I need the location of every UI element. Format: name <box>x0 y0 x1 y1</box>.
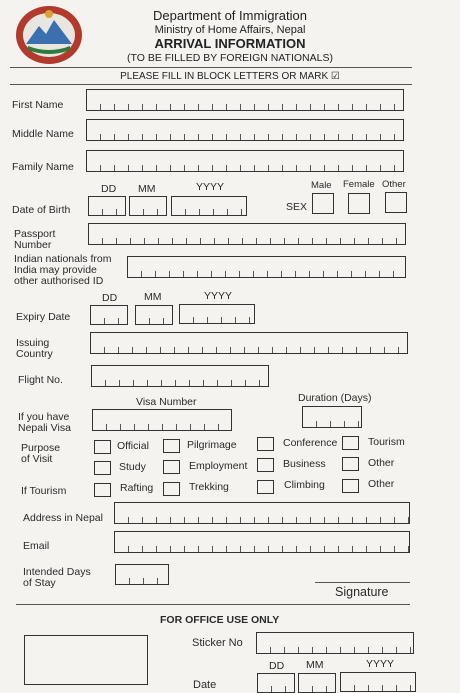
office-day-field[interactable] <box>257 673 295 693</box>
expiry-month-field[interactable] <box>135 305 173 325</box>
indian-id-label-line3: other authorised ID <box>14 275 104 287</box>
purpose-conference-checkbox[interactable] <box>257 437 274 451</box>
office-date-label: Date <box>193 679 217 691</box>
sex-male-label: Male <box>311 180 332 191</box>
expiry-date-label: Expiry Date <box>16 311 71 323</box>
issuing-country-label-line2: Country <box>16 348 53 360</box>
expiry-day-field[interactable] <box>90 305 128 325</box>
office-yyyy-label: YYYY <box>366 658 395 670</box>
indian-id-label-line1: Indian nationals from <box>14 253 112 265</box>
indian-id-label-line2: India may provide <box>14 264 97 276</box>
visa-number-field[interactable] <box>92 409 232 431</box>
signature-line <box>315 582 410 583</box>
tourism-trekking-label: Trekking <box>189 481 229 493</box>
middle-name-label: Middle Name <box>12 128 74 140</box>
purpose-tourism-label: Tourism <box>368 436 405 448</box>
date-of-birth-label: Date of Birth <box>12 204 71 216</box>
fill-instruction: PLEASE FILL IN BLOCK LETTERS OR MARK ☑ <box>120 71 340 82</box>
issuing-country-label-line1: Issuing <box>16 337 50 349</box>
purpose-employment-label: Employment <box>189 460 248 472</box>
purpose-study-label: Study <box>119 461 146 473</box>
header-rule-bottom <box>10 84 412 85</box>
passport-label-line2: Number <box>14 239 52 251</box>
expiry-year-field[interactable] <box>179 304 255 324</box>
tourism-climbing-checkbox[interactable] <box>257 480 274 494</box>
visa-number-label: Visa Number <box>136 396 197 408</box>
form-subtitle: (TO BE FILLED BY FOREIGN NATIONALS) <box>127 52 333 64</box>
visa-duration-field[interactable] <box>302 406 362 428</box>
email-field[interactable] <box>114 531 410 553</box>
family-name-field[interactable] <box>86 150 404 172</box>
first-name-label: First Name <box>12 99 64 111</box>
purpose-tourism-checkbox[interactable] <box>342 436 359 450</box>
header-rule-top <box>10 67 412 68</box>
expiry-yyyy-label: YYYY <box>204 290 233 302</box>
nepal-emblem-logo <box>14 4 84 66</box>
middle-name-field[interactable] <box>86 119 404 141</box>
expiry-mm-label: MM <box>144 291 162 303</box>
intended-days-label-line1: Intended Days <box>23 566 91 578</box>
purpose-conference-label: Conference <box>283 437 338 449</box>
sex-female-label: Female <box>343 179 375 190</box>
office-year-field[interactable] <box>340 672 416 692</box>
tourism-other-label: Other <box>368 478 395 490</box>
intended-days-label-line2: of Stay <box>23 577 56 589</box>
sex-other-label: Other <box>382 179 406 190</box>
nepali-visa-label-line1: If you have <box>18 411 70 423</box>
purpose-label-line1: Purpose <box>21 442 61 454</box>
tourism-climbing-label: Climbing <box>284 479 325 491</box>
form-title: ARRIVAL INFORMATION <box>154 36 306 51</box>
office-month-field[interactable] <box>298 673 336 693</box>
flight-no-label: Flight No. <box>18 374 63 386</box>
department-heading: Department of Immigration <box>153 8 307 23</box>
office-use-rule <box>16 604 410 605</box>
purpose-business-label: Business <box>283 458 326 470</box>
intended-days-field[interactable] <box>115 564 169 585</box>
dob-day-field[interactable] <box>88 196 126 216</box>
office-use-heading: FOR OFFICE USE ONLY <box>160 614 280 626</box>
tourism-trekking-checkbox[interactable] <box>163 482 180 496</box>
expiry-dd-label: DD <box>102 292 118 304</box>
office-dd-label: DD <box>269 660 285 672</box>
sticker-no-field[interactable] <box>256 632 414 654</box>
purpose-label-line2: of Visit <box>21 453 53 465</box>
issuing-country-field[interactable] <box>90 332 408 354</box>
purpose-official-checkbox[interactable] <box>94 440 111 454</box>
visa-duration-label: Duration (Days) <box>298 392 372 404</box>
sex-female-checkbox[interactable] <box>348 193 370 214</box>
tourism-rafting-checkbox[interactable] <box>94 483 111 497</box>
dob-year-field[interactable] <box>171 196 247 216</box>
sticker-no-label: Sticker No <box>192 637 243 649</box>
passport-label-line1: Passport <box>14 228 56 240</box>
office-mm-label: MM <box>306 659 324 671</box>
tourism-rafting-label: Rafting <box>120 482 154 494</box>
dob-month-field[interactable] <box>129 196 167 216</box>
purpose-pilgrimage-label: Pilgrimage <box>187 439 237 451</box>
family-name-label: Family Name <box>12 161 74 173</box>
dob-dd-label: DD <box>101 183 117 195</box>
purpose-employment-checkbox[interactable] <box>163 460 180 474</box>
purpose-other-label: Other <box>368 457 395 469</box>
sex-male-checkbox[interactable] <box>312 193 334 214</box>
ministry-heading: Ministry of Home Affairs, Nepal <box>154 24 306 36</box>
email-label: Email <box>23 540 50 552</box>
first-name-field[interactable] <box>86 89 404 111</box>
nepali-visa-label-line2: Nepali Visa <box>18 422 71 434</box>
purpose-pilgrimage-checkbox[interactable] <box>163 439 180 453</box>
indian-id-field[interactable] <box>127 256 406 278</box>
office-photo-box <box>24 635 148 685</box>
flight-no-field[interactable] <box>91 365 269 387</box>
purpose-business-checkbox[interactable] <box>257 458 274 472</box>
address-field[interactable] <box>114 502 410 524</box>
purpose-other-checkbox[interactable] <box>342 457 359 471</box>
dob-yyyy-label: YYYY <box>196 181 225 193</box>
purpose-study-checkbox[interactable] <box>94 461 111 475</box>
passport-number-field[interactable] <box>88 223 406 245</box>
signature-label: Signature <box>335 585 389 599</box>
if-tourism-label: If Tourism <box>21 485 67 497</box>
address-label: Address in Nepal <box>23 512 103 524</box>
sex-other-checkbox[interactable] <box>385 192 407 213</box>
tourism-other-checkbox[interactable] <box>342 479 359 493</box>
dob-mm-label: MM <box>138 183 156 195</box>
purpose-official-label: Official <box>117 440 149 452</box>
sex-label: SEX <box>286 201 308 213</box>
